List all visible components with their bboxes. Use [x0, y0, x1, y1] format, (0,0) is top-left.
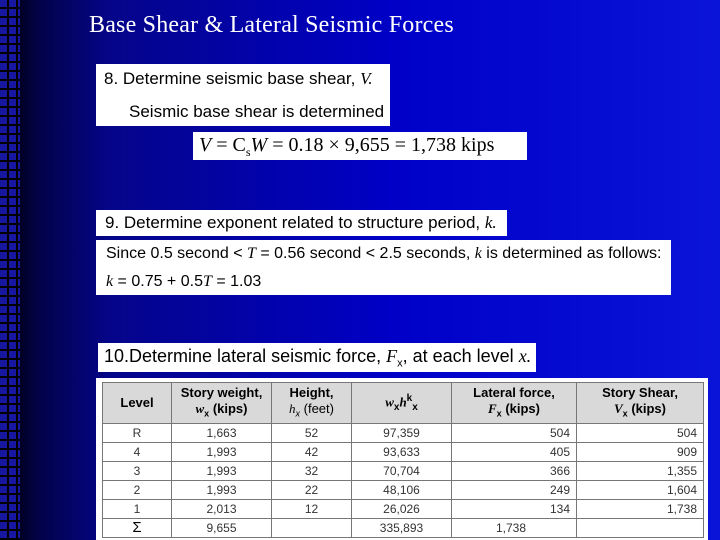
step-8-text: Seismic base shear is determined: [129, 102, 385, 121]
cell-height: 52: [272, 424, 352, 443]
table-row: [103, 462, 704, 481]
cell-whk: 26,026: [352, 500, 452, 519]
cell-weight: 1,993: [172, 462, 272, 481]
header-story-weight: Story weight, $w_x$ (kips): [172, 383, 272, 424]
cell-total-whk: 335,893: [352, 519, 452, 538]
cell-force: 504: [452, 424, 577, 443]
cell-weight: 1,993: [172, 443, 272, 462]
cell-weight: 2,013: [172, 500, 272, 519]
k-condition-text: Since 0.5 second < T = 0.56 second < 2.5 seconds, k is determined as follows:: [106, 245, 662, 262]
slide-title: Base Shear & Lateral Seismic Forces: [89, 12, 454, 38]
cell-total-height: [272, 519, 352, 538]
k-determination-box: [96, 240, 671, 295]
seismic-force-table-box: [96, 378, 708, 540]
cell-level: 1: [103, 500, 172, 519]
cell-level: 2: [103, 481, 172, 500]
cell-shear: 1,604: [577, 481, 704, 500]
cell-shear: 1,738: [577, 500, 704, 519]
cell-force: 405: [452, 443, 577, 462]
header-level: Level: [103, 383, 172, 424]
header-height: Height, $h_x$ (feet): [272, 383, 352, 424]
table-row: [103, 481, 704, 500]
header-whk: $w_xh^k_x$: [352, 383, 452, 424]
cell-force: 134: [452, 500, 577, 519]
step-9-box: 9. Determine exponent related to structure period, k.: [96, 210, 507, 236]
cell-total-shear: [577, 519, 704, 538]
k-equation: k = 0.75 + 0.5T = 1.03: [106, 273, 262, 290]
cell-level: 4: [103, 443, 172, 462]
step-10-box: 10.Determine lateral seismic force, $F_x$, at each level x.: [98, 343, 536, 372]
table-row: [103, 500, 704, 519]
step-8-box: [96, 64, 390, 126]
cell-height: 12: [272, 500, 352, 519]
cell-height: 42: [272, 443, 352, 462]
table-row: [103, 443, 704, 462]
cell-total-weight: 9,655: [172, 519, 272, 538]
cell-whk: 97,359: [352, 424, 452, 443]
table-row: [103, 424, 704, 443]
cell-level: 3: [103, 462, 172, 481]
cell-force: 249: [452, 481, 577, 500]
header-story-shear: Story Shear, $V_x$ (kips): [577, 383, 704, 424]
decorative-square-strip: [0, 0, 20, 540]
cell-sum-symbol: Σ: [103, 519, 172, 538]
cell-whk: 70,704: [352, 462, 452, 481]
cell-shear: 1,355: [577, 462, 704, 481]
cell-whk: 93,633: [352, 443, 452, 462]
cell-weight: 1,993: [172, 481, 272, 500]
cell-level: R: [103, 424, 172, 443]
cell-total-force: 1,738: [452, 519, 577, 538]
base-shear-equation: $V = C_sW = 0.18 \times 9,655 = 1,738$ kips: [193, 132, 527, 160]
cell-whk: 48,106: [352, 481, 452, 500]
cell-weight: 1,663: [172, 424, 272, 443]
seismic-force-table: [102, 382, 704, 538]
eq-v: V: [199, 134, 212, 156]
cell-force: 366: [452, 462, 577, 481]
step-8-heading: 8. Determine seismic base shear, V.: [104, 69, 373, 88]
table-header-row: [103, 383, 704, 424]
cell-shear: 909: [577, 443, 704, 462]
cell-height: 32: [272, 462, 352, 481]
eq-values: = 0.18 × 9,655 = 1,738 kips: [267, 134, 495, 156]
header-lateral-force: Lateral force, $F_x$ (kips): [452, 383, 577, 424]
table-totals-row: [103, 519, 704, 538]
cell-height: 22: [272, 481, 352, 500]
cell-shear: 504: [577, 424, 704, 443]
